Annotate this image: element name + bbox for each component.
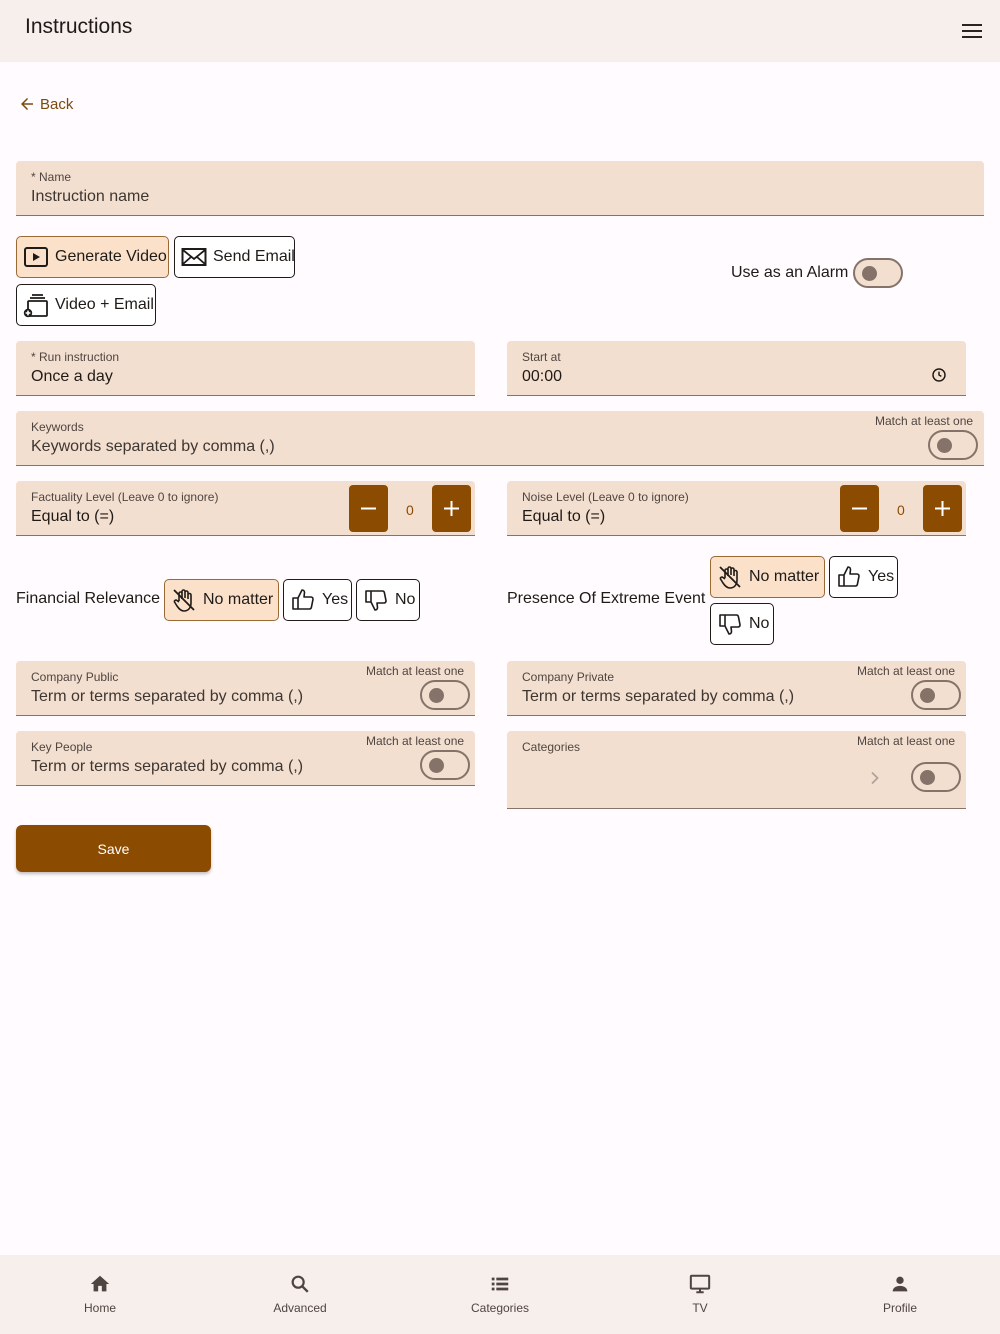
send-email-label: Send Email [213, 248, 295, 265]
chevron-right-icon[interactable] [869, 771, 881, 785]
financial-no-matter-button[interactable] [164, 579, 279, 621]
company-public-match-toggle[interactable] [420, 680, 470, 710]
plus-icon [443, 500, 460, 517]
extreme-no-button[interactable] [710, 603, 774, 645]
factuality-decrement-button[interactable] [349, 485, 388, 532]
nav-advanced[interactable] [240, 1273, 360, 1315]
key-people-label: Key People [31, 740, 93, 754]
bottom-navigation [0, 1255, 1000, 1334]
stack-add-icon [23, 292, 49, 318]
start-at-field[interactable] [507, 341, 966, 396]
thumbs-up-icon [836, 564, 862, 590]
keywords-label: Keywords [31, 420, 84, 434]
play-box-icon [23, 244, 49, 270]
nav-tv-label: TV [692, 1301, 708, 1315]
company-private-placeholder: Term or terms separated by comma (,) [522, 688, 795, 705]
nav-categories-label: Categories [470, 1301, 530, 1315]
nav-tv[interactable] [640, 1273, 760, 1315]
person-icon [889, 1273, 911, 1295]
financial-no-label: No [395, 591, 416, 608]
envelope-icon [181, 244, 207, 270]
financial-relevance-label: Financial Relevance [16, 590, 161, 607]
keywords-placeholder: Keywords separated by comma (,) [31, 438, 275, 455]
minus-icon [851, 500, 868, 517]
nav-home-label: Home [83, 1301, 116, 1315]
extreme-no-label: No [749, 615, 770, 632]
financial-no-matter-label: No matter [203, 591, 274, 608]
categories-match-toggle[interactable] [911, 762, 961, 792]
name-field[interactable] [16, 161, 984, 216]
plus-icon [934, 500, 951, 517]
video-email-label: Video + Email [55, 296, 154, 313]
company-public-label: Company Public [31, 670, 119, 684]
nav-profile-label: Profile [882, 1301, 917, 1315]
generate-video-label: Generate Video [55, 248, 167, 265]
factuality-count: 0 [406, 502, 414, 518]
factuality-label: Factuality Level (Leave 0 to ignore) [31, 490, 219, 504]
alarm-label: Use as an Alarm [731, 264, 849, 281]
run-instruction-value: Once a day [31, 368, 113, 385]
noise-increment-button[interactable] [923, 485, 962, 532]
noise-decrement-button[interactable] [840, 485, 879, 532]
factuality-value: Equal to (=) [31, 508, 115, 525]
financial-yes-label: Yes [322, 591, 349, 608]
extreme-yes-button[interactable] [829, 556, 898, 598]
keywords-match-toggle[interactable] [928, 430, 978, 460]
financial-yes-button[interactable] [283, 579, 352, 621]
list-icon [489, 1273, 511, 1295]
clock-icon[interactable] [931, 367, 947, 383]
nav-home[interactable] [40, 1273, 160, 1315]
back-label: Back [40, 95, 74, 113]
send-email-button[interactable] [174, 236, 295, 278]
categories-label: Categories [522, 740, 581, 754]
categories-match-label: Match at least one [857, 734, 956, 748]
keywords-match-label: Match at least one [875, 414, 974, 428]
start-at-label: Start at [522, 350, 561, 364]
thumbs-down-icon [717, 611, 743, 637]
keywords-field[interactable] [16, 411, 984, 466]
alarm-toggle[interactable] [853, 258, 903, 288]
run-instruction-label: * Run instruction [31, 350, 120, 364]
run-instruction-select[interactable] [16, 341, 475, 396]
video-email-button[interactable] [16, 284, 156, 326]
hand-off-icon [717, 564, 743, 590]
nav-categories[interactable] [440, 1273, 560, 1315]
company-private-match-toggle[interactable] [911, 680, 961, 710]
page-title: Instructions [25, 15, 133, 38]
extreme-yes-label: Yes [868, 568, 895, 585]
thumbs-up-icon [290, 587, 316, 613]
company-public-placeholder: Term or terms separated by comma (,) [31, 688, 304, 705]
search-icon [289, 1273, 311, 1295]
key-people-match-label: Match at least one [366, 734, 465, 748]
company-public-match-label: Match at least one [366, 664, 465, 678]
nav-advanced-label: Advanced [273, 1301, 327, 1315]
noise-value: Equal to (=) [522, 508, 606, 525]
name-label: * Name [31, 170, 72, 184]
company-public-field[interactable] [16, 661, 475, 716]
save-button[interactable]: Save [16, 825, 211, 872]
extreme-no-matter-label: No matter [749, 568, 820, 585]
menu-icon[interactable] [962, 24, 982, 40]
key-people-placeholder: Term or terms separated by comma (,) [31, 758, 304, 775]
factuality-increment-button[interactable] [432, 485, 471, 532]
extreme-event-label: Presence Of Extreme Event [507, 590, 706, 607]
financial-no-button[interactable] [356, 579, 420, 621]
name-placeholder: Instruction name [31, 188, 150, 205]
minus-icon [360, 500, 377, 517]
company-private-match-label: Match at least one [857, 664, 956, 678]
noise-label: Noise Level (Leave 0 to ignore) [522, 490, 689, 504]
tv-icon [689, 1273, 711, 1295]
company-private-field[interactable] [507, 661, 966, 716]
arrow-left-icon [18, 95, 36, 113]
generate-video-button[interactable] [16, 236, 169, 278]
home-icon [89, 1273, 111, 1295]
key-people-field[interactable] [16, 731, 475, 786]
key-people-match-toggle[interactable] [420, 750, 470, 780]
company-private-label: Company Private [522, 670, 615, 684]
nav-profile[interactable] [840, 1273, 960, 1315]
hand-off-icon [171, 587, 197, 613]
start-at-value: 00:00 [522, 368, 563, 385]
categories-field[interactable] [507, 731, 966, 809]
noise-count: 0 [897, 502, 905, 518]
app-bar [0, 0, 1000, 62]
thumbs-down-icon [363, 587, 389, 613]
back-button[interactable] [18, 95, 73, 113]
extreme-no-matter-button[interactable] [710, 556, 825, 598]
